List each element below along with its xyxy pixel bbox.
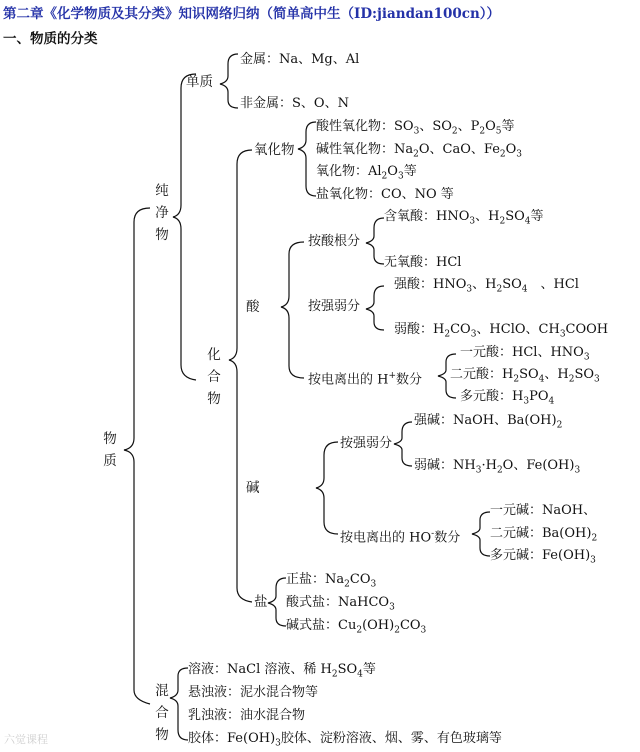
acid-label: 酸 — [246, 299, 260, 315]
brace-acid-strength — [366, 286, 384, 330]
monoprotic-acid-item: 一元酸：HCl、$HNO_3$ — [460, 345, 590, 363]
by-ionized-h-label: 按电离出的 H+数分 — [308, 371, 423, 388]
diprotic-acid-item: 二元酸：$H_2SO_4$、$H_2SO_3$ — [450, 367, 600, 385]
colloid-item: 胶体：$Fe(OH)_3$胶体、淀粉溶液、烟、雾、有色玻璃等 — [188, 731, 502, 749]
dibasic-item: 二元碱：$Ba(OH)_2$ — [490, 526, 598, 544]
basic-oxide-item: 碱性氧化物：$Na_2O$、CaO、$Fe_2O_3$ — [316, 142, 523, 160]
acid-salt-item: 酸式盐：NaHCO$_3$ — [286, 595, 395, 613]
page-title: 第二章《化学物质及其分类》知识网络归纳（简单高中生（ID:jiandan100cn）） — [3, 6, 501, 22]
by-strength-base-label: 按强弱分 — [340, 436, 393, 451]
by-acid-root-label: 按酸根分 — [308, 234, 361, 249]
weak-acid-item: 弱酸：$H_2CO_3$、HClO、$CH_3COOH$ — [394, 322, 609, 340]
brace-oxide — [298, 122, 316, 196]
mixture-label: 混合物 — [155, 683, 169, 743]
salt-label: 盐 — [254, 594, 268, 610]
amphoteric-oxide-item: 氧化物：$Al_2O_3$等 — [316, 164, 417, 182]
brace-base — [316, 442, 338, 534]
normal-salt-item: 正盐：$Na_2CO_3$ — [286, 572, 377, 590]
nonmetal-item: 非金属：S、O、N — [240, 96, 349, 111]
brace-base-strength — [394, 422, 412, 466]
brace-base-oh — [472, 512, 490, 556]
watermark: 六觉课程 — [4, 733, 48, 746]
section-heading: 一、物质的分类 — [3, 31, 98, 47]
strong-acid-item: 强酸：$HNO_3$、$H_2SO_4$ 、HCl — [394, 277, 579, 295]
basic-salt-item: 碱式盐：$Cu_2(OH)_2CO_3$ — [286, 618, 427, 636]
brace-element — [220, 54, 238, 108]
brace-pure — [173, 74, 196, 380]
base-label: 碱 — [246, 480, 260, 496]
by-ionized-oh-label: 按电离出的 HO-数分 — [340, 529, 461, 546]
brace-root — [124, 208, 150, 704]
monobasic-item: 一元碱：NaOH、 — [490, 503, 597, 518]
brace-mixture — [170, 668, 188, 740]
solution-item: 溶液：NaCl 溶液、稀 $H_2SO_4$等 — [188, 662, 376, 680]
by-strength-acid-label: 按强弱分 — [308, 299, 361, 314]
neutral-oxide-item: 盐氧化物：CO、NO 等 — [316, 187, 454, 202]
root-label: 物质 — [103, 431, 117, 469]
oxyacid-item: 含氧酸：$HNO_3$、$H_2SO_4$等 — [384, 209, 544, 227]
acidic-oxide-item: 酸性氧化物：$SO_3$、$SO_2$、$P_2O_5$等 — [316, 119, 515, 137]
polyprotic-acid-item: 多元酸：$H_3PO_4$ — [460, 389, 555, 407]
strong-base-item: 强碱：NaOH、$Ba(OH)_2$ — [414, 413, 563, 431]
compound-label: 化合物 — [207, 347, 221, 407]
anoxyacid-item: 无氧酸：HCl — [384, 255, 462, 270]
metal-item: 金属：Na、Mg、Al — [240, 52, 360, 67]
brace-compound — [229, 150, 252, 602]
polybasic-item: 多元碱：$Fe(OH)_3$ — [490, 548, 596, 566]
brace-acid — [281, 242, 304, 378]
element-label: 单质 — [186, 74, 213, 90]
oxide-label: 氧化物 — [254, 142, 295, 158]
weak-base-item: 弱碱：$NH_3\cdot H_2O$、$Fe(OH)_3$ — [414, 458, 581, 476]
emulsion-item: 乳浊液：油水混合物 — [188, 708, 306, 723]
suspension-item: 悬浊液：泥水混合物等 — [188, 685, 319, 700]
brace-salt — [268, 578, 286, 626]
pure-substance-label: 纯净物 — [155, 183, 169, 243]
brace-acid-root — [366, 218, 384, 264]
